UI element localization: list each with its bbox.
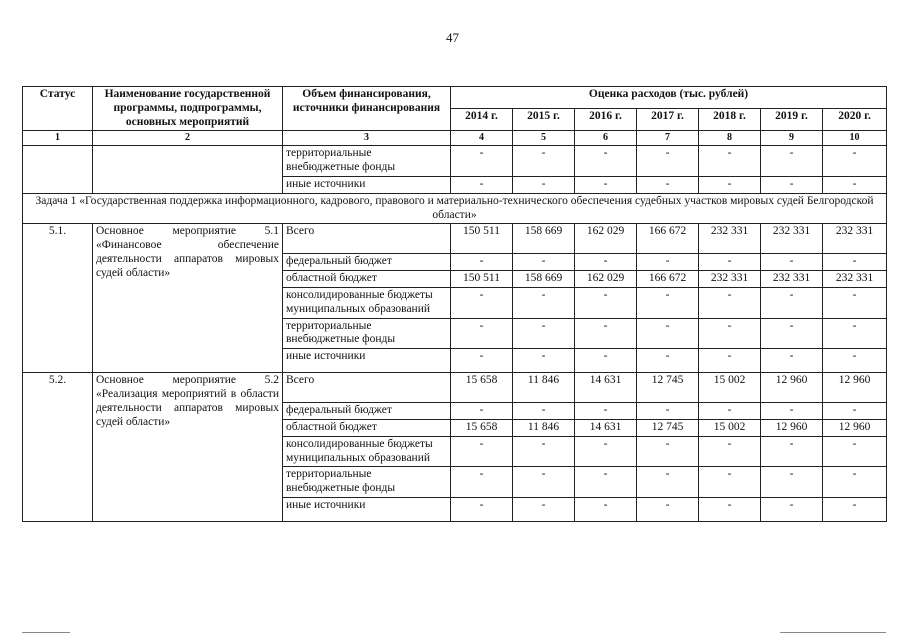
value-cell: - (761, 349, 823, 373)
value-cell: - (823, 436, 887, 467)
value-cell: 15 658 (451, 373, 513, 403)
value-cell: - (575, 436, 637, 467)
value-cell: - (637, 318, 699, 349)
value-cell: - (823, 403, 887, 420)
value-cell: - (699, 254, 761, 271)
value-cell: - (823, 467, 887, 498)
year-header: 2016 г. (575, 109, 637, 131)
value-cell: - (575, 318, 637, 349)
value-cell: - (761, 403, 823, 420)
value-cell: - (699, 403, 761, 420)
column-number: 2 (93, 131, 283, 146)
value-cell: - (575, 497, 637, 521)
column-number: 6 (575, 131, 637, 146)
value-cell: 14 631 (575, 419, 637, 436)
footer-divider (22, 632, 70, 633)
value-cell: - (699, 497, 761, 521)
value-cell: 12 960 (761, 373, 823, 403)
value-cell: 150 511 (451, 271, 513, 288)
value-cell: 158 669 (513, 224, 575, 254)
table-row (23, 373, 887, 403)
value-cell: - (513, 146, 575, 177)
column-number: 3 (283, 131, 451, 146)
value-cell: 166 672 (637, 271, 699, 288)
value-cell: 11 846 (513, 419, 575, 436)
value-cell: - (451, 318, 513, 349)
value-cell: - (451, 176, 513, 193)
source-cell: территориальные внебюджетные фонды (283, 318, 451, 349)
source-cell: областной бюджет (283, 419, 451, 436)
value-cell: - (637, 349, 699, 373)
header-volume: Объем финансирования, источники финансирования (283, 87, 451, 131)
value-cell: - (823, 146, 887, 177)
value-cell: - (451, 436, 513, 467)
name-cell (93, 146, 283, 193)
value-cell: 232 331 (699, 224, 761, 254)
value-cell: 12 745 (637, 419, 699, 436)
value-cell: - (637, 436, 699, 467)
year-header: 2015 г. (513, 109, 575, 131)
source-cell: федеральный бюджет (283, 254, 451, 271)
status-cell: 5.2. (23, 373, 93, 522)
page-number: 47 (446, 30, 459, 45)
source-cell: федеральный бюджет (283, 403, 451, 420)
column-number: 7 (637, 131, 699, 146)
header-status: Статус (23, 87, 93, 131)
value-cell: - (451, 467, 513, 498)
value-cell: - (637, 403, 699, 420)
value-cell: - (699, 349, 761, 373)
value-cell: - (451, 287, 513, 318)
column-number: 9 (761, 131, 823, 146)
column-number: 5 (513, 131, 575, 146)
value-cell: 15 002 (699, 373, 761, 403)
status-cell: 5.1. (23, 224, 93, 373)
value-cell: - (761, 467, 823, 498)
header-estimate: Оценка расходов (тыс. рублей) (451, 87, 887, 109)
header-name: Наименование государственной программы, подпрограммы, основных мероприятий (93, 87, 283, 131)
value-cell: - (699, 176, 761, 193)
year-header: 2014 г. (451, 109, 513, 131)
table-row (23, 146, 887, 177)
value-cell: - (761, 436, 823, 467)
value-cell: 166 672 (637, 224, 699, 254)
value-cell: 12 960 (823, 419, 887, 436)
value-cell: - (575, 254, 637, 271)
value-cell: - (451, 349, 513, 373)
value-cell: - (761, 146, 823, 177)
value-cell: 15 002 (699, 419, 761, 436)
value-cell: - (823, 254, 887, 271)
value-cell: - (823, 287, 887, 318)
value-cell: - (637, 497, 699, 521)
value-cell: 232 331 (823, 224, 887, 254)
column-number: 10 (823, 131, 887, 146)
value-cell: - (823, 318, 887, 349)
value-cell: - (513, 176, 575, 193)
value-cell: - (575, 403, 637, 420)
value-cell: - (513, 349, 575, 373)
task-row (23, 193, 887, 224)
source-cell: областной бюджет (283, 271, 451, 288)
value-cell: 232 331 (761, 224, 823, 254)
year-header: 2020 г. (823, 109, 887, 131)
column-number: 4 (451, 131, 513, 146)
value-cell: - (637, 176, 699, 193)
value-cell: - (823, 349, 887, 373)
value-cell: - (575, 349, 637, 373)
source-cell: иные источники (283, 497, 451, 521)
value-cell: - (513, 254, 575, 271)
value-cell: - (637, 146, 699, 177)
value-cell: - (699, 436, 761, 467)
value-cell: - (513, 436, 575, 467)
table-body (23, 146, 887, 522)
column-number-row (23, 131, 887, 146)
value-cell: - (699, 146, 761, 177)
source-cell: Всего (283, 224, 451, 254)
value-cell: 11 846 (513, 373, 575, 403)
year-header: 2019 г. (761, 109, 823, 131)
year-header: 2018 г. (699, 109, 761, 131)
source-cell: консолидированные бюджеты муниципальных образований (283, 436, 451, 467)
value-cell: 12 745 (637, 373, 699, 403)
value-cell: - (451, 146, 513, 177)
value-cell: - (637, 467, 699, 498)
value-cell: - (761, 287, 823, 318)
measure-name: Основное мероприятие 5.2 «Реализация мероприятий в области деятельности аппаратов мировых судей области» (93, 373, 283, 522)
value-cell: - (637, 287, 699, 318)
value-cell: 14 631 (575, 373, 637, 403)
value-cell: - (513, 467, 575, 498)
value-cell: - (823, 176, 887, 193)
value-cell: 232 331 (761, 271, 823, 288)
source-cell: Всего (283, 373, 451, 403)
column-number: 8 (699, 131, 761, 146)
value-cell: 150 511 (451, 224, 513, 254)
value-cell: - (513, 318, 575, 349)
value-cell: - (699, 467, 761, 498)
status-cell (23, 146, 93, 193)
value-cell: - (575, 287, 637, 318)
budget-table (22, 86, 887, 522)
value-cell: 15 658 (451, 419, 513, 436)
value-cell: - (761, 176, 823, 193)
source-cell: иные источники (283, 176, 451, 193)
source-cell: иные источники (283, 349, 451, 373)
year-header: 2017 г. (637, 109, 699, 131)
value-cell: 158 669 (513, 271, 575, 288)
value-cell: - (575, 176, 637, 193)
value-cell: 12 960 (823, 373, 887, 403)
value-cell: - (699, 287, 761, 318)
source-cell: консолидированные бюджеты муниципальных образований (283, 287, 451, 318)
value-cell: - (451, 403, 513, 420)
column-number: 1 (23, 131, 93, 146)
value-cell: - (637, 254, 699, 271)
value-cell: - (451, 497, 513, 521)
value-cell: - (513, 403, 575, 420)
task-title: Задача 1 «Государственная поддержка информационного, кадрового, правового и материально-технического обеспечения судебных участков мировых судей Белгородской области» (23, 193, 887, 224)
value-cell: - (761, 254, 823, 271)
footer-divider (780, 632, 886, 633)
value-cell: - (823, 497, 887, 521)
value-cell: 162 029 (575, 271, 637, 288)
source-cell: территориальные внебюджетные фонды (283, 146, 451, 177)
value-cell: 162 029 (575, 224, 637, 254)
value-cell: 232 331 (823, 271, 887, 288)
value-cell: - (513, 497, 575, 521)
value-cell: - (451, 254, 513, 271)
value-cell: 12 960 (761, 419, 823, 436)
value-cell: 232 331 (699, 271, 761, 288)
value-cell: - (761, 497, 823, 521)
value-cell: - (699, 318, 761, 349)
value-cell: - (575, 146, 637, 177)
value-cell: - (761, 318, 823, 349)
value-cell: - (575, 467, 637, 498)
table-row (23, 224, 887, 254)
source-cell: территориальные внебюджетные фонды (283, 467, 451, 498)
value-cell: - (513, 287, 575, 318)
measure-name: Основное мероприятие 5.1 «Финансовое обеспечение деятельности аппаратов мировых судей области» (93, 224, 283, 373)
